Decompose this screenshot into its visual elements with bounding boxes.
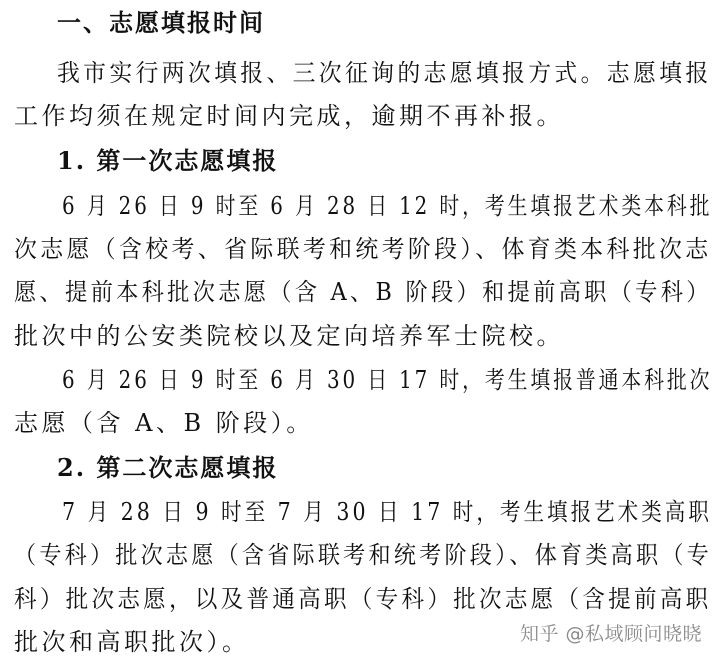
second-round-p1-line-2: （专科）批次志愿（含省际联考和统考阶段）、体育类高职（专 (14, 541, 712, 569)
second-round-p1-line-1: 7 月 28 日 9 时至 7 月 30 日 17 时，考生填报艺术类高职 (62, 498, 712, 526)
first-round-p2-line-2: 志愿（含 A、B 阶段）。 (14, 409, 314, 437)
first-round-p2-line-1: 6 月 26 日 9 时至 6 月 30 日 17 时，考生填报普通本科批次 (62, 366, 713, 394)
first-round-p1-line-4: 批次中的公安类院校以及定向培养军士院校。 (14, 322, 564, 350)
first-round-p1-line-3: 愿、提前本科批次志愿（含 A、B 阶段）和提前高职（专科） (14, 278, 712, 306)
second-round-title: 2. 第二次志愿填报 (57, 453, 279, 482)
section-heading: 一、志愿填报时间 (57, 9, 265, 37)
intro-line-2: 工作均须在规定时间内完成，逾期不再补报。 (14, 102, 564, 130)
watermark: 知乎 @私域顾问晓晓 (519, 623, 702, 645)
first-round-p1-line-1: 6 月 26 日 9 时至 6 月 28 日 12 时，考生填报艺术类本科批 (62, 192, 713, 220)
first-round-p1-line-2: 次志愿（含校考、省际联考和统考阶段）、体育类本科批次志 (14, 235, 712, 263)
second-round-p1-line-3: 科）批次志愿，以及普通高职（专科）批次志愿（含提前高职 (14, 585, 712, 613)
second-round-p1-line-4: 批次和高职批次）。 (14, 628, 250, 656)
first-round-title: 1. 第一次志愿填报 (57, 146, 279, 175)
intro-line-1: 我市实行两次填报、三次征询的志愿填报方式。志愿填报 (57, 59, 712, 87)
